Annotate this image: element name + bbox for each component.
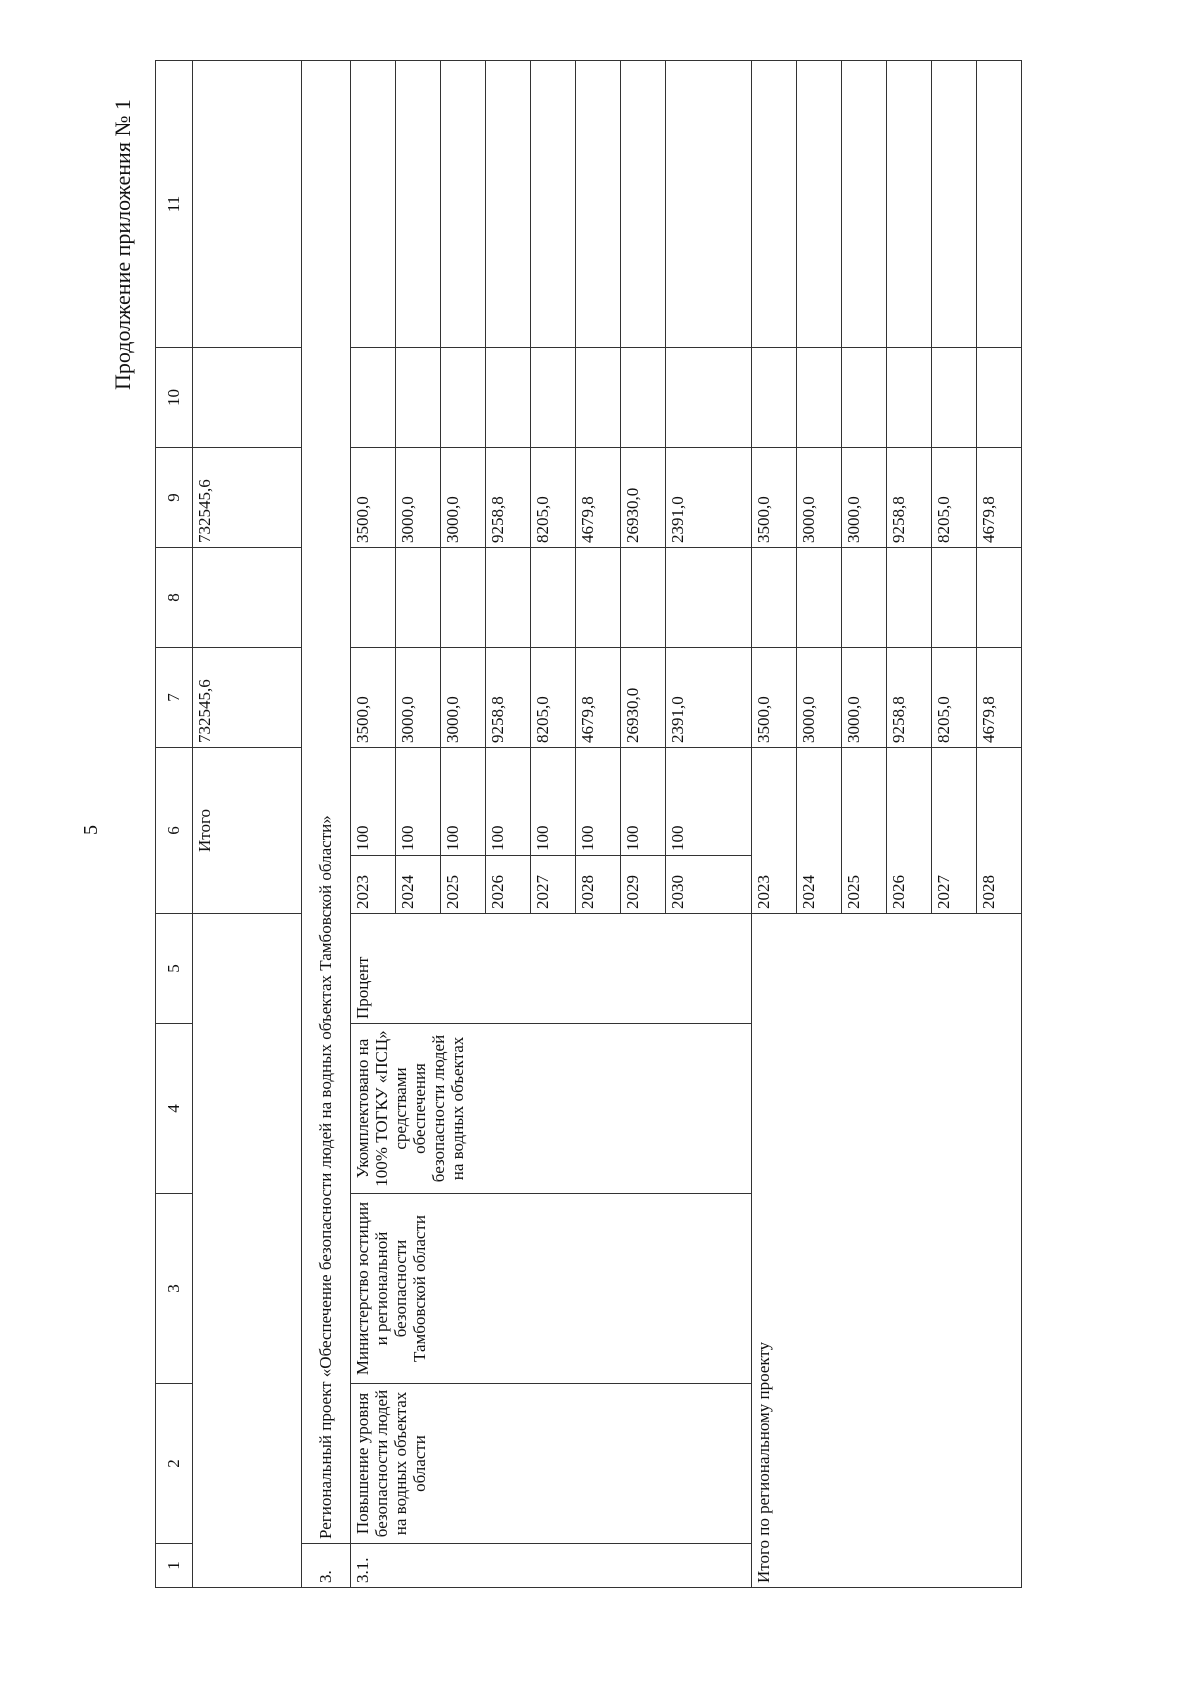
- item-col-10: [531, 348, 576, 448]
- header-col-7: 7: [156, 648, 193, 748]
- project-total-col-8: [842, 548, 887, 648]
- item-col-10: [576, 348, 621, 448]
- project-total-col-10: [887, 348, 932, 448]
- total-col-7: 732545,6: [193, 648, 302, 748]
- item-col-9: 4679,8: [576, 448, 621, 548]
- item-col-11: [441, 61, 486, 348]
- budget-table: [155, 60, 1022, 1588]
- item-year: 2029: [621, 856, 666, 914]
- item-executor: Министерство юстиции и региональной безопасности Тамбовской области: [351, 1194, 752, 1384]
- item-indicator: Укомплектовано на 100% ТОГКУ «ПСЦ» средствами обеспечения безопасности людей на водных объектах: [351, 1024, 752, 1194]
- project-total-col-9: 8205,0: [932, 448, 977, 548]
- header-col-8: 8: [156, 548, 193, 648]
- item-col-10: [351, 348, 396, 448]
- project-total-row: [752, 61, 797, 1588]
- total-col-11: [193, 61, 302, 348]
- item-col-7: 3000,0: [396, 648, 441, 748]
- item-col-9: 2391,0: [666, 448, 752, 548]
- project-total-col-9: 9258,8: [887, 448, 932, 548]
- item-year: 2027: [531, 856, 576, 914]
- project-total-col-10: [842, 348, 887, 448]
- item-unit: Процент: [351, 914, 752, 1024]
- project-total-col-8: [977, 548, 1022, 648]
- item-col-7: 2391,0: [666, 648, 752, 748]
- item-col-11: [576, 61, 621, 348]
- item-value: 100: [531, 748, 576, 856]
- item-value: 100: [621, 748, 666, 856]
- item-col-9: 3500,0: [351, 448, 396, 548]
- item-col-11: [351, 61, 396, 348]
- item-col-8: [441, 548, 486, 648]
- project-total-col-10: [752, 348, 797, 448]
- item-year: 2026: [486, 856, 531, 914]
- header-col-2: 2: [156, 1384, 193, 1544]
- item-col-7: 3500,0: [351, 648, 396, 748]
- item-col-9: 8205,0: [531, 448, 576, 548]
- item-value: 100: [396, 748, 441, 856]
- project-total-col-7: 9258,8: [887, 648, 932, 748]
- item-col-10: [486, 348, 531, 448]
- item-col-9: 3000,0: [396, 448, 441, 548]
- item-col-11: [486, 61, 531, 348]
- header-col-1: 1: [156, 1544, 193, 1588]
- item-col-7: 8205,0: [531, 648, 576, 748]
- project-total-year: 2023: [752, 748, 797, 914]
- total-row-spacer: [193, 914, 302, 1588]
- header-col-6: 6: [156, 748, 193, 914]
- item-value: 100: [666, 748, 752, 856]
- item-number: 3.1.: [351, 1544, 752, 1588]
- total-label: Итого: [193, 748, 302, 914]
- project-total-year: 2025: [842, 748, 887, 914]
- item-col-8: [351, 548, 396, 648]
- total-col-10: [193, 348, 302, 448]
- project-total-col-8: [797, 548, 842, 648]
- project-total-col-9: 3000,0: [842, 448, 887, 548]
- project-total-col-7: 8205,0: [932, 648, 977, 748]
- project-total-col-7: 3000,0: [842, 648, 887, 748]
- item-year: 2025: [441, 856, 486, 914]
- item-value: 100: [441, 748, 486, 856]
- project-total-col-10: [977, 348, 1022, 448]
- item-col-9: 9258,8: [486, 448, 531, 548]
- item-col-8: [666, 548, 752, 648]
- project-total-year: 2027: [932, 748, 977, 914]
- project-total-col-11: [932, 61, 977, 348]
- item-col-11: [621, 61, 666, 348]
- project-total-col-11: [842, 61, 887, 348]
- total-row: [193, 61, 302, 1588]
- project-total-col-11: [797, 61, 842, 348]
- project-total-col-9: 4679,8: [977, 448, 1022, 548]
- continuation-label: Продолжение приложения № 1: [110, 99, 135, 390]
- item-year: 2030: [666, 856, 752, 914]
- project-total-col-11: [752, 61, 797, 348]
- header-row: [156, 61, 193, 1588]
- project-total-col-10: [797, 348, 842, 448]
- item-col-7: 3000,0: [441, 648, 486, 748]
- header-col-3: 3: [156, 1194, 193, 1384]
- item-col-10: [666, 348, 752, 448]
- project-total-col-7: 4679,8: [977, 648, 1022, 748]
- item-value: 100: [576, 748, 621, 856]
- item-col-7: 26930,0: [621, 648, 666, 748]
- header-col-9: 9: [156, 448, 193, 548]
- item-year: 2023: [351, 856, 396, 914]
- item-col-10: [396, 348, 441, 448]
- item-col-11: [531, 61, 576, 348]
- item-year: 2028: [576, 856, 621, 914]
- project-total-year: 2026: [887, 748, 932, 914]
- item-value: 100: [486, 748, 531, 856]
- project-total-col-7: 3500,0: [752, 648, 797, 748]
- header-col-10: 10: [156, 348, 193, 448]
- project-total-year: 2024: [797, 748, 842, 914]
- project-total-col-11: [977, 61, 1022, 348]
- total-col-9: 732545,6: [193, 448, 302, 548]
- item-col-8: [486, 548, 531, 648]
- header-col-5: 5: [156, 914, 193, 1024]
- total-col-8: [193, 548, 302, 648]
- header-col-4: 4: [156, 1024, 193, 1194]
- item-year: 2024: [396, 856, 441, 914]
- project-total-col-8: [932, 548, 977, 648]
- item-col-8: [396, 548, 441, 648]
- item-value: 100: [351, 748, 396, 856]
- item-col-9: 26930,0: [621, 448, 666, 548]
- item-col-10: [621, 348, 666, 448]
- section-number: 3.: [302, 1544, 351, 1588]
- item-task: Повышение уровня безопасности людей на водных объектах области: [351, 1384, 752, 1544]
- section-title: Региональный проект «Обеспечение безопасности людей на водных объектах Тамбовской области»: [302, 61, 351, 1544]
- project-total-col-8: [887, 548, 932, 648]
- item-col-8: [621, 548, 666, 648]
- item-col-10: [441, 348, 486, 448]
- page-number: 5: [80, 825, 102, 835]
- project-total-col-11: [887, 61, 932, 348]
- project-total-col-10: [932, 348, 977, 448]
- project-total-col-7: 3000,0: [797, 648, 842, 748]
- item-col-11: [396, 61, 441, 348]
- item-col-11: [666, 61, 752, 348]
- item-row: [351, 61, 396, 1588]
- item-col-8: [531, 548, 576, 648]
- section-row: [302, 61, 351, 1588]
- item-col-7: 9258,8: [486, 648, 531, 748]
- item-col-9: 3000,0: [441, 448, 486, 548]
- project-total-col-9: 3500,0: [752, 448, 797, 548]
- item-col-8: [576, 548, 621, 648]
- budget-table-rotated: [155, 60, 1110, 1588]
- project-total-col-8: [752, 548, 797, 648]
- project-total-col-9: 3000,0: [797, 448, 842, 548]
- header-col-11: 11: [156, 61, 193, 348]
- project-total-label: Итого по региональному проекту: [752, 914, 1022, 1588]
- project-total-year: 2028: [977, 748, 1022, 914]
- item-col-7: 4679,8: [576, 648, 621, 748]
